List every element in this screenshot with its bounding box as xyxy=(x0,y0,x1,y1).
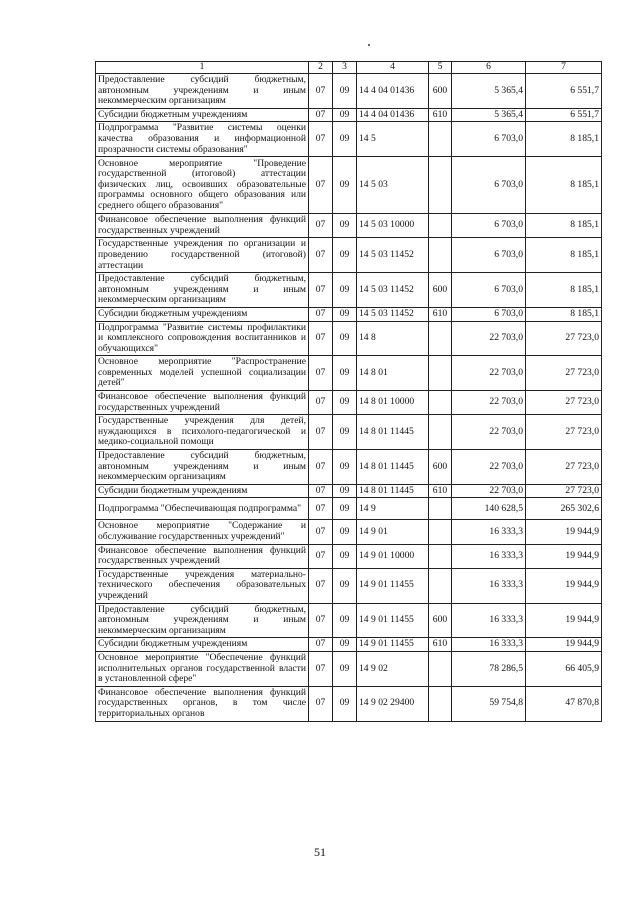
row-expense-type: 600 xyxy=(429,74,452,109)
table-header-row xyxy=(96,62,602,74)
row-section: 07 xyxy=(309,568,333,603)
table-row xyxy=(96,122,602,157)
row-name: Подпрограмма "Развитие системы оценки качества образования и информационной прозрачности системы образования" xyxy=(96,122,309,157)
row-amount-2: 27 723,0 xyxy=(526,356,602,391)
column-header-expense-type: 5 xyxy=(429,62,452,74)
row-section: 07 xyxy=(309,74,333,109)
row-section: 07 xyxy=(309,544,333,568)
row-expense-type xyxy=(429,651,452,686)
row-subsection: 09 xyxy=(333,603,357,638)
row-target-article: 14 9 xyxy=(357,498,429,520)
row-amount-2: 8 185,1 xyxy=(526,157,602,214)
row-expense-type xyxy=(429,321,452,356)
row-section: 07 xyxy=(309,498,333,520)
table-row xyxy=(96,238,602,273)
row-target-article: 14 9 01 10000 xyxy=(357,544,429,568)
row-amount-1: 6 703,0 xyxy=(452,122,526,157)
row-amount-2: 265 302,6 xyxy=(526,498,602,520)
row-expense-type xyxy=(429,498,452,520)
row-target-article: 14 9 01 xyxy=(357,520,429,544)
row-amount-1: 59 754,8 xyxy=(452,686,526,721)
row-amount-2: 19 944,9 xyxy=(526,568,602,603)
row-expense-type: 600 xyxy=(429,450,452,485)
table-row xyxy=(96,74,602,109)
page-number: 51 xyxy=(314,845,326,859)
row-amount-2: 8 185,1 xyxy=(526,273,602,308)
row-subsection: 09 xyxy=(333,651,357,686)
table-row xyxy=(96,498,602,520)
row-section: 07 xyxy=(309,108,333,122)
row-target-article: 14 5 03 10000 xyxy=(357,214,429,238)
row-section: 07 xyxy=(309,686,333,721)
row-section: 07 xyxy=(309,484,333,498)
row-target-article: 14 9 01 11455 xyxy=(357,638,429,652)
row-amount-1: 5 365,4 xyxy=(452,108,526,122)
table-row xyxy=(96,484,602,498)
table-row xyxy=(96,450,602,485)
row-section: 07 xyxy=(309,214,333,238)
row-subsection: 09 xyxy=(333,520,357,544)
row-subsection: 09 xyxy=(333,273,357,308)
row-amount-2: 27 723,0 xyxy=(526,450,602,485)
table-row xyxy=(96,108,602,122)
row-section: 07 xyxy=(309,157,333,214)
row-subsection: 09 xyxy=(333,108,357,122)
row-amount-1: 140 628,5 xyxy=(452,498,526,520)
row-expense-type xyxy=(429,356,452,391)
table-row xyxy=(96,157,602,214)
row-amount-2: 19 944,9 xyxy=(526,520,602,544)
row-name: Подпрограмма "Развитие системы профилактики и комплексного сопровождения воспитанников и обучающихся" xyxy=(96,321,309,356)
row-target-article: 14 4 04 01436 xyxy=(357,74,429,109)
table-row xyxy=(96,307,602,321)
row-expense-type xyxy=(429,568,452,603)
row-expense-type xyxy=(429,686,452,721)
row-target-article: 14 8 01 11445 xyxy=(357,415,429,450)
column-header-section: 2 xyxy=(309,62,333,74)
row-target-article: 14 5 03 11452 xyxy=(357,307,429,321)
row-subsection: 09 xyxy=(333,391,357,415)
scan-speck xyxy=(368,44,370,46)
row-target-article: 14 8 01 11445 xyxy=(357,484,429,498)
row-amount-2: 19 944,9 xyxy=(526,638,602,652)
budget-table xyxy=(95,61,602,722)
row-subsection: 09 xyxy=(333,157,357,214)
row-amount-2: 6 551,7 xyxy=(526,74,602,109)
row-amount-1: 6 703,0 xyxy=(452,238,526,273)
table-row xyxy=(96,651,602,686)
row-subsection: 09 xyxy=(333,638,357,652)
row-target-article: 14 5 03 11452 xyxy=(357,273,429,308)
table-row xyxy=(96,544,602,568)
row-amount-1: 16 333,3 xyxy=(452,544,526,568)
row-expense-type: 610 xyxy=(429,307,452,321)
row-amount-2: 6 551,7 xyxy=(526,108,602,122)
row-section: 07 xyxy=(309,415,333,450)
row-name: Предоставление субсидий бюджетным, автономным учреждениям и иным некоммерческим организациям xyxy=(96,603,309,638)
row-amount-2: 27 723,0 xyxy=(526,391,602,415)
row-name: Основное мероприятие "Распространение современных моделей успешной социализации детей" xyxy=(96,356,309,391)
row-expense-type: 610 xyxy=(429,108,452,122)
row-subsection: 09 xyxy=(333,544,357,568)
table-row xyxy=(96,568,602,603)
row-subsection: 09 xyxy=(333,307,357,321)
row-amount-2: 19 944,9 xyxy=(526,603,602,638)
row-subsection: 09 xyxy=(333,568,357,603)
row-target-article: 14 5 03 11452 xyxy=(357,238,429,273)
row-name: Субсидии бюджетным учреждениям xyxy=(96,484,309,498)
row-name: Государственные учреждения по организации и проведению государственной (итоговой) аттестации xyxy=(96,238,309,273)
row-name: Предоставление субсидий бюджетным, автономным учреждениям и иным некоммерческим организациям xyxy=(96,450,309,485)
row-amount-1: 22 703,0 xyxy=(452,415,526,450)
row-target-article: 14 5 03 xyxy=(357,157,429,214)
table-row xyxy=(96,391,602,415)
row-name: Основное мероприятие "Проведение государственной (итоговой) аттестации физических лиц, освоивших образовательные программы основного общего образования или среднего общего образования" xyxy=(96,157,309,214)
row-section: 07 xyxy=(309,273,333,308)
column-header-subsection: 3 xyxy=(333,62,357,74)
row-name: Предоставление субсидий бюджетным, автономным учреждениям и иным некоммерческим организациям xyxy=(96,74,309,109)
row-expense-type xyxy=(429,214,452,238)
row-name: Финансовое обеспечение выполнения функций государственных учреждений xyxy=(96,544,309,568)
table-row xyxy=(96,603,602,638)
row-target-article: 14 8 01 11445 xyxy=(357,450,429,485)
row-expense-type xyxy=(429,415,452,450)
row-amount-1: 6 703,0 xyxy=(452,307,526,321)
row-amount-2: 8 185,1 xyxy=(526,214,602,238)
row-amount-2: 8 185,1 xyxy=(526,238,602,273)
row-target-article: 14 9 01 11455 xyxy=(357,568,429,603)
row-name: Основное мероприятие "Содержание и обслуживание государственных учреждений" xyxy=(96,520,309,544)
row-amount-1: 6 703,0 xyxy=(452,214,526,238)
row-amount-1: 16 333,3 xyxy=(452,568,526,603)
row-amount-1: 22 703,0 xyxy=(452,391,526,415)
row-section: 07 xyxy=(309,520,333,544)
row-expense-type xyxy=(429,391,452,415)
row-amount-1: 22 703,0 xyxy=(452,450,526,485)
row-name: Субсидии бюджетным учреждениям xyxy=(96,307,309,321)
row-amount-1: 22 703,0 xyxy=(452,321,526,356)
row-subsection: 09 xyxy=(333,238,357,273)
table-row xyxy=(96,520,602,544)
row-expense-type xyxy=(429,122,452,157)
row-section: 07 xyxy=(309,603,333,638)
table-row xyxy=(96,214,602,238)
row-expense-type: 600 xyxy=(429,603,452,638)
row-name: Основное мероприятие "Обеспечение функций исполнительных органов государственной власти в установленной сфере" xyxy=(96,651,309,686)
row-name: Предоставление субсидий бюджетным, автономным учреждениям и иным некоммерческим организациям xyxy=(96,273,309,308)
column-header-amount-2: 7 xyxy=(526,62,602,74)
row-expense-type xyxy=(429,544,452,568)
row-amount-2: 66 405,9 xyxy=(526,651,602,686)
table-row xyxy=(96,273,602,308)
row-target-article: 14 9 01 11455 xyxy=(357,603,429,638)
row-subsection: 09 xyxy=(333,686,357,721)
row-subsection: 09 xyxy=(333,214,357,238)
row-name: Подпрограмма "Обеспечивающая подпрограмма" xyxy=(96,498,309,520)
row-expense-type: 610 xyxy=(429,484,452,498)
row-target-article: 14 8 01 10000 xyxy=(357,391,429,415)
row-name: Финансовое обеспечение выполнения функций государственных органов, в том числе территориальных органов xyxy=(96,686,309,721)
row-amount-1: 16 333,3 xyxy=(452,638,526,652)
row-subsection: 09 xyxy=(333,415,357,450)
row-amount-2: 47 870,8 xyxy=(526,686,602,721)
row-subsection: 09 xyxy=(333,74,357,109)
row-amount-1: 22 703,0 xyxy=(452,356,526,391)
row-amount-1: 6 703,0 xyxy=(452,273,526,308)
row-subsection: 09 xyxy=(333,321,357,356)
row-section: 07 xyxy=(309,321,333,356)
column-header-target-article: 4 xyxy=(357,62,429,74)
row-section: 07 xyxy=(309,391,333,415)
row-amount-1: 5 365,4 xyxy=(452,74,526,109)
row-name: Субсидии бюджетным учреждениям xyxy=(96,638,309,652)
row-expense-type xyxy=(429,238,452,273)
row-amount-2: 8 185,1 xyxy=(526,307,602,321)
row-section: 07 xyxy=(309,638,333,652)
row-name: Субсидии бюджетным учреждениям xyxy=(96,108,309,122)
row-subsection: 09 xyxy=(333,484,357,498)
row-section: 07 xyxy=(309,651,333,686)
table-row xyxy=(96,321,602,356)
row-target-article: 14 9 02 29400 xyxy=(357,686,429,721)
row-target-article: 14 8 01 xyxy=(357,356,429,391)
row-expense-type xyxy=(429,520,452,544)
row-target-article: 14 4 04 01436 xyxy=(357,108,429,122)
row-subsection: 09 xyxy=(333,122,357,157)
row-amount-1: 6 703,0 xyxy=(452,157,526,214)
row-target-article: 14 8 xyxy=(357,321,429,356)
column-header-name: 1 xyxy=(96,62,309,74)
row-section: 07 xyxy=(309,122,333,157)
row-subsection: 09 xyxy=(333,450,357,485)
row-amount-2: 8 185,1 xyxy=(526,122,602,157)
column-header-amount-1: 6 xyxy=(452,62,526,74)
row-amount-1: 78 286,5 xyxy=(452,651,526,686)
table-row xyxy=(96,686,602,721)
row-amount-2: 27 723,0 xyxy=(526,415,602,450)
row-name: Финансовое обеспечение выполнения функций государственных учреждений xyxy=(96,214,309,238)
row-amount-1: 22 703,0 xyxy=(452,484,526,498)
row-amount-2: 27 723,0 xyxy=(526,484,602,498)
row-expense-type xyxy=(429,157,452,214)
row-target-article: 14 5 xyxy=(357,122,429,157)
row-name: Государственные учреждения для детей, нуждающихся в психолого-педагогической и медико-социальной помощи xyxy=(96,415,309,450)
row-expense-type: 610 xyxy=(429,638,452,652)
row-amount-1: 16 333,3 xyxy=(452,603,526,638)
row-name: Финансовое обеспечение выполнения функций государственных учреждений xyxy=(96,391,309,415)
table-row xyxy=(96,415,602,450)
row-section: 07 xyxy=(309,307,333,321)
row-amount-1: 16 333,3 xyxy=(452,520,526,544)
row-subsection: 09 xyxy=(333,498,357,520)
row-target-article: 14 9 02 xyxy=(357,651,429,686)
row-expense-type: 600 xyxy=(429,273,452,308)
row-section: 07 xyxy=(309,450,333,485)
table-row xyxy=(96,356,602,391)
row-amount-2: 27 723,0 xyxy=(526,321,602,356)
table-row xyxy=(96,638,602,652)
row-subsection: 09 xyxy=(333,356,357,391)
row-section: 07 xyxy=(309,238,333,273)
row-name: Государственные учреждения материально-технического обеспечения образовательных учреждений xyxy=(96,568,309,603)
row-section: 07 xyxy=(309,356,333,391)
row-amount-2: 19 944,9 xyxy=(526,544,602,568)
